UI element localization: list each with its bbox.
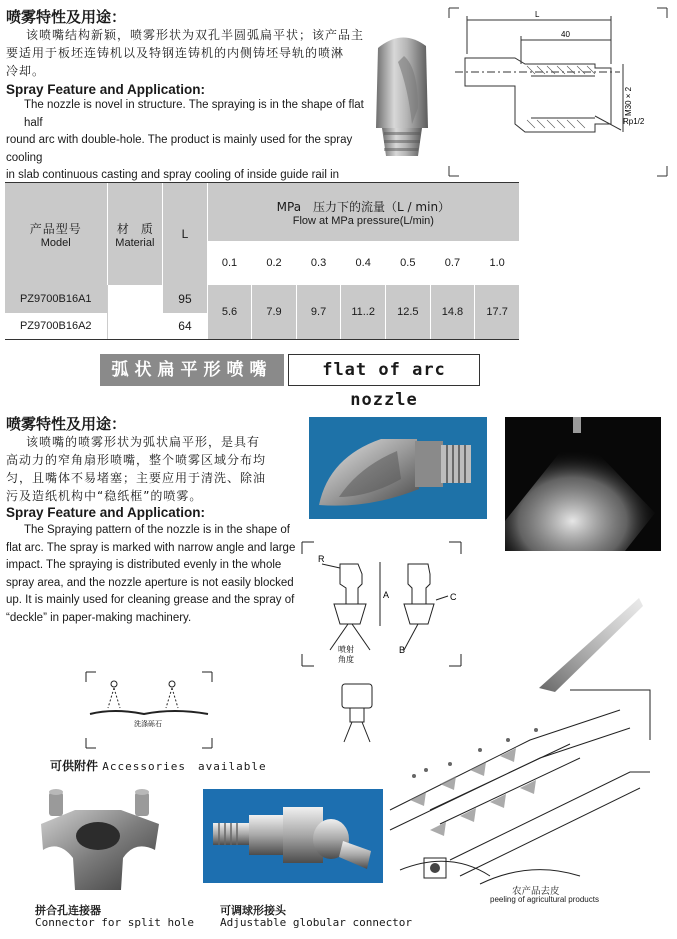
pressure-cell: 0.3: [296, 241, 341, 285]
drawing2-label-B: B: [399, 645, 406, 655]
material-en: Material: [115, 236, 155, 249]
section2-cn-line: 匀，且嘴体不易堵塞；主要应用于清洗、除油: [6, 471, 267, 485]
section2-en-line: impact. The spraying is distributed evenly in the whole: [6, 559, 282, 571]
conn1-cn: 拼合孔连接器: [35, 904, 101, 917]
section2-cn-body: [6, 433, 301, 505]
section2-en-body: [6, 522, 306, 627]
flow-cell: 12.5: [386, 285, 431, 339]
flow-cell: 14.8: [430, 285, 475, 339]
flow-cell: 5.6: [207, 285, 252, 339]
angle-cn-1: 喷射: [338, 645, 354, 654]
spray-photo: [505, 417, 661, 551]
model-cn: 产品型号: [29, 221, 82, 236]
section1-cn-title: 喷雾特性及用途：: [6, 8, 127, 26]
washing-diagram: [84, 670, 214, 750]
header-L: L: [163, 183, 208, 285]
arc-nozzle-photo: [309, 417, 487, 519]
row-L: 95: [163, 285, 208, 313]
conn2-cn: 可调球形接头: [220, 904, 286, 917]
agri-machine-drawing: [330, 680, 660, 892]
model-en: Model: [40, 236, 71, 249]
section1-en-title: Spray Feature and Application:: [6, 82, 206, 97]
pressure-en: Flow at MPa pressure(L/min): [292, 214, 434, 227]
row-model: PZ9700B16A1: [5, 285, 107, 313]
flow-cell: 11..2: [341, 285, 386, 339]
header-pressure: [207, 183, 519, 241]
nozzle-photo-cylinder: [368, 28, 436, 160]
header-model: [5, 183, 107, 285]
pressure-cell: 0.1: [207, 241, 252, 285]
dim-L-label: L: [535, 10, 540, 19]
angle-cn-2: 角度: [338, 655, 354, 664]
agri-cn: 农产品去皮: [512, 886, 560, 897]
section2-en-line: up. It is mainly used for cleaning grease and the spray of: [6, 594, 295, 606]
table-row: [5, 285, 519, 313]
drawing2-label-A: A: [383, 590, 390, 600]
section1-cn-body: [6, 26, 366, 80]
section2-en-line: “deckle” in paper-making machinery.: [6, 611, 192, 624]
agri-en: peeling of agricultural products: [490, 895, 599, 904]
section1-cn-line: 该喷嘴结构新颖，喷雾形状为双孔半圆弧扁平状；该产品主: [26, 28, 365, 42]
section2-en-title: Spray Feature and Application:: [6, 505, 206, 520]
conn2-en: Adjustable globular connector: [220, 916, 413, 929]
pressure-cn: MPa 压力下的流量（L / min）: [276, 199, 451, 214]
flow-cell: 9.7: [296, 285, 341, 339]
flow-cell: 17.7: [475, 285, 519, 339]
section1-en-line: round arc with double-hole. The product is mainly used for the spray cooling: [6, 134, 353, 164]
banner-en: flat of arc nozzle: [288, 354, 480, 386]
section2-cn-line: 高动力的窄角扇形喷嘴，整个喷雾区域分布均: [6, 453, 267, 467]
m30-label: M30 × 2: [624, 86, 633, 116]
pressure-cell: 0.7: [430, 241, 475, 285]
table-bottom-rule: [5, 339, 519, 340]
accessories-cn: 可供附件: [50, 759, 99, 773]
accessories-en: Accessories available: [102, 760, 267, 773]
accessories-label: [50, 757, 267, 774]
pressure-cell: 1.0: [475, 241, 519, 285]
conn1-en: Connector for split hole: [35, 916, 194, 929]
section1-cn-line: 要适用于板坯连铸机以及特钢连铸机的内侧铸坯导轨的喷淋: [6, 46, 345, 60]
banner-cn: 弧状扁平形喷嘴: [100, 354, 284, 386]
spec-table: [5, 183, 519, 339]
section2-en-line: flat arc. The spray is marked with narrow angle and large: [6, 541, 296, 554]
section2-cn-line: 该喷嘴的喷雾形状为弧状扁平形，是具有: [26, 435, 261, 449]
section1-en-line: in slab continuous casting and spray cooling of inside guide rail in: [6, 169, 340, 181]
section1-cn-line: 冷却。: [6, 64, 46, 78]
section1-en-line: The nozzle is novel in structure. The spraying is in the shape of flat half: [24, 99, 364, 129]
drawing2-label-C: C: [450, 592, 457, 602]
technical-drawing-1: [445, 4, 671, 180]
pressure-cell: 0.2: [252, 241, 297, 285]
row-L: 64: [163, 313, 208, 339]
split-hole-connector-photo: [35, 780, 165, 898]
pressure-cell: 0.5: [386, 241, 431, 285]
row-material: [107, 285, 163, 339]
header-material: [107, 183, 163, 285]
pressure-cell: 0.4: [341, 241, 386, 285]
section2-cn-title: 喷雾特性及用途：: [6, 415, 127, 433]
row-model: PZ9700B16A2: [19, 320, 92, 332]
section2-en-line: The Spraying pattern of the nozzle is in the shape of: [24, 524, 290, 536]
washing-caption: 洗涤砾石: [134, 720, 162, 728]
section2-en-line: spray area, and the nozzle aperture is not easily blocked: [6, 576, 294, 589]
section2-cn-line: 污及造纸机构中“稳纸框”的喷雾。: [6, 489, 203, 503]
material-cn: 材 质: [116, 221, 153, 236]
thread-label: Rp1/2: [623, 117, 645, 126]
drawing2-label-R: R: [318, 554, 325, 564]
technical-drawing-2: [300, 540, 463, 668]
flow-cell: 7.9: [252, 285, 297, 339]
dim-40-label: 40: [561, 30, 570, 39]
